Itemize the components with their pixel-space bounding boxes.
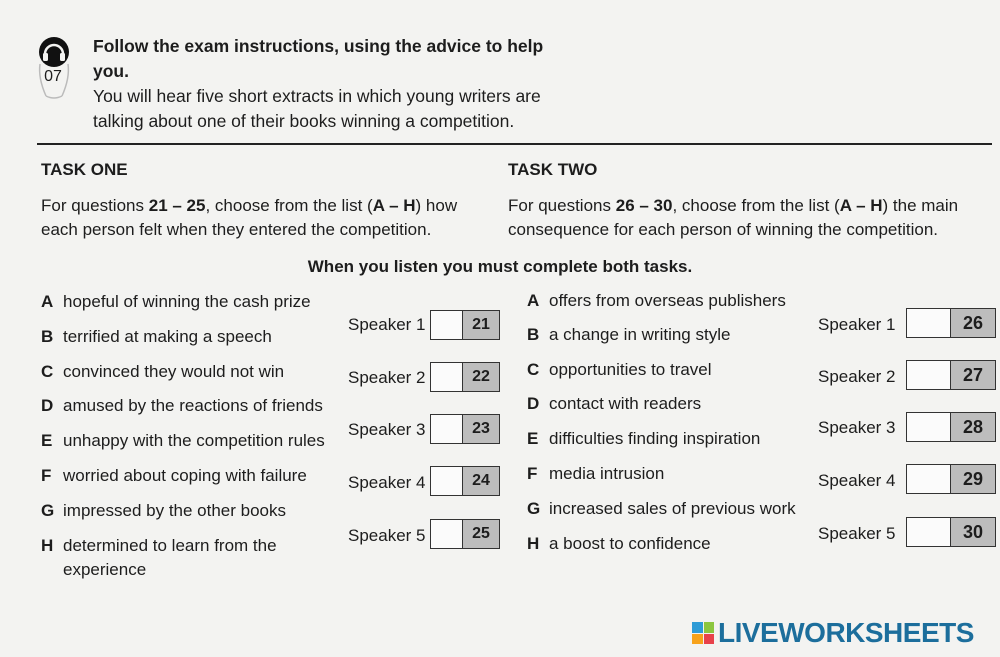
task-one-option-f: F worried about coping with failure: [41, 466, 307, 485]
question-number: 26: [950, 309, 995, 337]
task-one-title: TASK ONE: [41, 160, 128, 179]
task-two-speaker-1-label: Speaker 1: [818, 315, 896, 334]
question-number: 25: [462, 520, 499, 548]
task-one-option-b: B terrified at making a speech: [41, 327, 272, 346]
listening-context: You will hear five short extracts in which young writers are talking about one of their books winning a competition.: [93, 86, 541, 131]
track-number: 07: [44, 68, 62, 85]
task-two-option-g: G increased sales of previous work: [527, 499, 796, 518]
task-two-option-f: F media intrusion: [527, 464, 665, 483]
task-two-speaker-2-label: Speaker 2: [818, 367, 896, 386]
task-one-option-d: D amused by the reactions of friends: [41, 396, 323, 415]
task-one-option-h: H determined to learn from the experience: [41, 536, 277, 579]
task-two-option-e: E difficulties finding inspiration: [527, 429, 761, 448]
both-tasks-note: When you listen you must complete both tasks.: [307, 257, 693, 276]
question-number: 27: [950, 361, 995, 389]
task-two-speaker-5-label: Speaker 5: [818, 524, 896, 543]
question-number: 29: [950, 465, 995, 493]
question-number: 30: [950, 518, 995, 546]
answer-box-27[interactable]: [906, 360, 996, 390]
question-number: 23: [462, 415, 499, 443]
task-two-speaker-4-label: Speaker 4: [818, 471, 896, 490]
answer-box-26[interactable]: [906, 308, 996, 338]
exam-instruction: Follow the exam instructions, using the advice to help you.: [93, 36, 544, 81]
task-two-option-b: B a change in writing style: [527, 325, 731, 344]
answer-box-22[interactable]: [430, 362, 500, 392]
task-one-speaker-3-label: Speaker 3: [348, 420, 426, 439]
task-two-option-a: A offers from overseas publishers: [527, 291, 786, 310]
task-two-option-h: H a boost to confidence: [527, 534, 711, 553]
liveworksheets-logo-icon: [692, 622, 714, 644]
question-number: 22: [462, 363, 499, 391]
task-one-option-g: G impressed by the other books: [41, 501, 287, 520]
question-number: 28: [950, 413, 995, 441]
task-two-option-d: D contact with readers: [527, 394, 702, 413]
answer-box-21[interactable]: [430, 310, 500, 340]
task-two-instructions: For questions 26 – 30, choose from the list (A – H) the main consequence for each person of winning the competition.: [508, 196, 959, 239]
task-one-option-c: C convinced they would not win: [41, 362, 285, 381]
task-one-instructions: For questions 21 – 25, choose from the list (A – H) how each person felt when they entered the competition.: [41, 196, 458, 239]
headphones-icon: [36, 34, 72, 100]
answer-box-23[interactable]: [430, 414, 500, 444]
question-number: 24: [462, 467, 499, 495]
task-one-speaker-2-label: Speaker 2: [348, 368, 426, 387]
task-one-option-e: E unhappy with the competition rules: [41, 431, 325, 450]
task-one-speaker-5-label: Speaker 5: [348, 526, 426, 545]
task-two-speaker-3-label: Speaker 3: [818, 418, 896, 437]
task-two-option-c: C opportunities to travel: [527, 360, 712, 379]
liveworksheets-logo[interactable]: [692, 618, 974, 648]
answer-box-30[interactable]: [906, 517, 996, 547]
question-number: 21: [462, 311, 499, 339]
answer-box-25[interactable]: [430, 519, 500, 549]
task-one-option-a: A hopeful of winning the cash prize: [41, 292, 311, 311]
answer-box-24[interactable]: [430, 466, 500, 496]
task-one-speaker-1-label: Speaker 1: [348, 315, 426, 334]
divider: [37, 143, 992, 145]
task-one-speaker-4-label: Speaker 4: [348, 473, 426, 492]
task-two-title: TASK TWO: [508, 160, 598, 179]
answer-box-29[interactable]: [906, 464, 996, 494]
logo-text: LIVEWORKSHEETS: [718, 617, 974, 648]
answer-box-28[interactable]: [906, 412, 996, 442]
